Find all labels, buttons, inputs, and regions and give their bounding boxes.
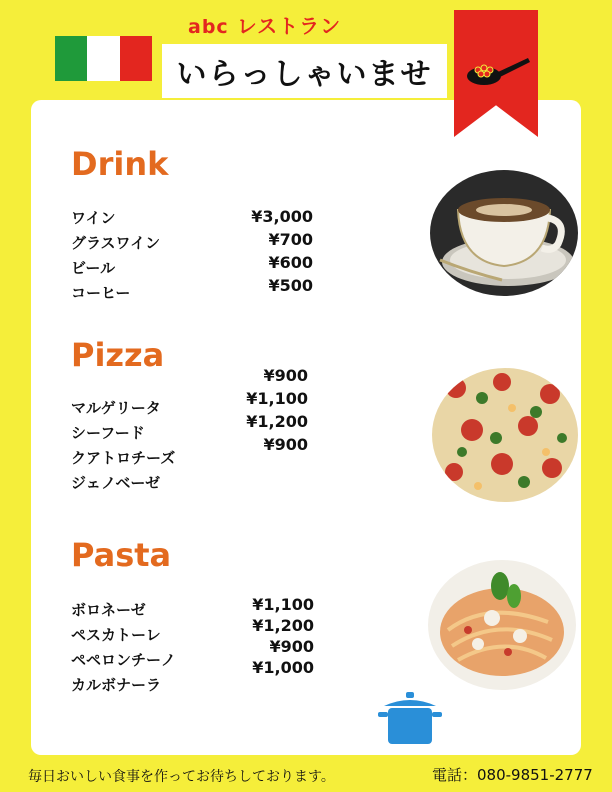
welcome-banner	[162, 44, 447, 98]
drink-price-list	[225, 205, 313, 297]
price: ¥1,100	[252, 595, 314, 614]
price: ¥900	[263, 435, 308, 454]
pizza-section-title: Pizza	[71, 336, 165, 374]
price: ¥700	[268, 230, 313, 249]
pasta-price-list	[230, 594, 314, 678]
list-item: ワイン	[71, 209, 116, 227]
list-item: ペスカトーレ	[71, 626, 161, 644]
pizza-image	[432, 368, 578, 502]
brand-name: レストラン	[236, 14, 342, 38]
pizza-price-list	[236, 364, 308, 456]
footer-phone: 電話：080-9851-2777	[432, 766, 593, 784]
list-item: カルボナーラ	[71, 676, 162, 694]
list-item: シーフード	[71, 424, 145, 442]
flag-green-stripe	[55, 36, 87, 81]
drink-item-list	[71, 206, 160, 306]
list-item: ビール	[71, 259, 116, 277]
pasta-image	[428, 560, 576, 690]
list-item: ボロネーゼ	[71, 601, 146, 619]
price: ¥1,000	[252, 658, 314, 677]
list-item: ペペロンチーノ	[71, 651, 176, 669]
drink-section-title: Drink	[71, 145, 169, 183]
flag-red-stripe	[120, 36, 152, 81]
spoon-icon	[466, 52, 532, 92]
welcome-text: いらっしゃいませ	[176, 57, 433, 92]
pizza-item-list	[71, 396, 175, 496]
list-item: マルゲリータ	[71, 399, 161, 417]
cooking-pot-icon	[378, 690, 442, 748]
pasta-item-list	[71, 598, 176, 698]
price: ¥500	[268, 276, 313, 295]
pasta-section-title: Pasta	[71, 536, 172, 574]
price: ¥900	[269, 637, 314, 656]
price: ¥900	[263, 366, 308, 385]
price: ¥1,200	[246, 412, 308, 431]
list-item: コーヒー	[71, 284, 131, 302]
price: ¥3,000	[251, 207, 313, 226]
italian-flag-icon	[55, 36, 152, 81]
list-item: グラスワイン	[71, 234, 161, 252]
list-item: ジェノベーゼ	[71, 474, 161, 492]
list-item: クアトロチーズ	[71, 449, 176, 467]
restaurant-name	[188, 10, 368, 39]
price: ¥600	[268, 253, 313, 272]
flag-white-stripe	[87, 36, 119, 81]
price: ¥1,200	[252, 616, 314, 635]
coffee-cup-image	[430, 170, 578, 296]
price: ¥1,100	[246, 389, 308, 408]
brand-prefix: abc	[188, 16, 229, 38]
footer-message: 毎日おいしい食事を作ってお待ちしております。	[28, 769, 335, 785]
